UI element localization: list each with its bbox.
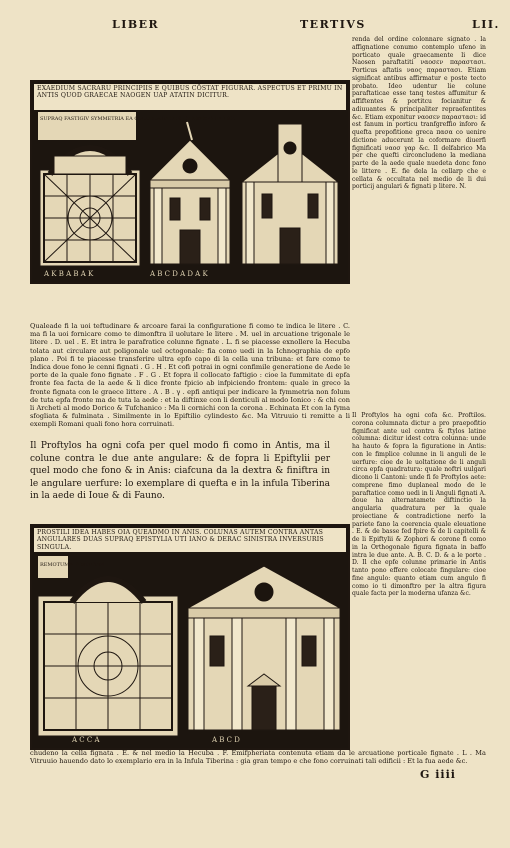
prostylos-commentary: Il Proftylos ha ogni cofa &c. Proftilos. corona columnata dictur a pro praepofitio fignificat ante uel contra & ftylos latine columna: dicitur idest cotra colunna: unde ha hauto & fopra la figuratione in Antis: con le fimplice colunne in li anguli de le uerfure: cioe de le uoltatione de li anguli circa epfa quadratura: quale noftri uulgari dicono li Cantoni: unde fi fe Proftylos aete: comprene fimo duplaneal modo de le paraftatice como uedi in li Anguli fignati A. doue ha alternatamete diftinctio la angularia quadratura per la quale proiectiane & contradictione nerfo la pariete fano la coerencia quale eleuatione . E. & de basse fed fpire & de li capitelli & de li Epiftylii & Zophori & corone fi como in la Orthogonale figura fignata in baffo intra le due ante. A. B. C. D. & a le porte . D. Il che epfe colunne primarie in Antis tanto pono effere colocate fingulare: cioe fine angulo: quanto etiam cum angulo fi como io ti dimonftro per la altra figura quale facta per la moderna ufanza &c. [352,412,486,598]
bottom-commentary: chudeno la cella fignata . E. & nel medio la Hecuba . F. Emifpheriata contenuta etiam da le arcuatione porticale fignate . L . Ma Vitruuio hauendo dato lo exemplario era in la Infula Tiberina : gia gran tempo e che fono corruinati tali edificii : Et la fua aede &c. [30,749,486,766]
figure1-note: SUPRAQ FASTIGIV SYMMETRIA EA COLLOCATU QUE CV DETRVS IN TER. [40,116,236,122]
elev-letters-1: A B C D A D A K [150,270,208,278]
ground-plan-2 [38,579,178,736]
figure2-engraving [32,526,344,744]
running-head-center: TERTIVS [300,18,366,31]
figure2-note: REMOTUMA POSTICUM [40,562,104,568]
elev-letters-2: A B C D [212,736,240,744]
ground-plan-1 [40,148,140,266]
figure1-caption: EXAEDIUM SACRARU PRINCIPIIS E QUIBUS CŌSTAT FIGURAR. ASPECTUS ET PRIMU IN ANTIS QUOD GRAECAE NAOGEN UAP ATATIN DICITUR. [34,84,346,110]
middle-commentary: Qualeade fi la uoi teftudinare & arcoare farai la configuratione fi como te indica le litere . C. ma fi la uoi fornicare como te dimonftra il uolutare le litere . M. uel in arcuatione trigonale le litere . D. uel . E. Et intra le parafratice colunne fignate . L. fi se piacesse exnollere la Hecuba tolata aut circulare aut poligonale uel octogonale: fia como uedi in la Ichnographia de epfo plano . Poi fi te piacesse transferire ultra epfo capo di la cella una tribuna: et fare como te Indica doue fono le cenni fignati . G . H . Et cofi potrai in ogni confimile generatione de Aede le porte de la quale fono fignate . F . G . Et fopra il collocato faftigio : cioe la fummitate di epfa fronte fea facta de la aede & li dice fronte fpicio ab infpiciendo frontem: quale in greco la fronte fignata con le graece littere . A . B . γ . epfi antiqui per indicare la fymmetria non folum de tuta epfa fronte ma de tuta la aede : et la diftinxe con li denticuli al modo Ionico : & chi con li Archeti al modo Dorico & Tufchanico : Ma li cornichi con la corona . Echinata Et con la fyma sfogliata & fulminata . Similmente in lo Epiftilio cylindesto &c. Ma Vitruuio ti remitte a li exempli Romani quali fono hora corruinati. [30,322,350,429]
right-column-text: renda del ordine colonnare signato . la affignatione conumo contemplo ufeno in porticato quale graecamente li dice Naosen paraftatiti ναοσεν παραστασι. Porticus aftatis ναος παραστασι. Etiam significat antibus affirmatur e poste tecto probato. Ideo udentur lie colune paraftaticae esse tanq testes affumitur & affiftentes & portitcu focianitur & adiuuantes & principaliter repraefentites &c. Etiam exponitur ναοσεν παραστασι: id est fanum in porticu tranfgreffio inforo & quefta prepofitione greca πασα co uenire dictione aducerunt la coformare diuerfi fignificati ναοσ γαρ &c. Il delfabrico Ma per che quefti circoncludeno la mediana parte de la aede quale nuedeta donc fono le littere . E. fie dela la cellarp che e cellata & occultata nel medio de li dui porticij angulari & fignati p litere. N. [352,36,486,191]
plan-letters-1: A K B A B A K [44,270,94,278]
running-head-left: LIBER [112,18,160,31]
figure2-caption: PROSTILI IDEA HABES OIA QUEADMO IN ANIS. COLUNAS AUTEM CONTRA ANTAS ANGULARES DUAS SUPRAQ EPISTYLIA UTI IANO & DERAC SINISTRA INVERSURIS SINGULA. [34,528,346,552]
signature-mark: G iiii [420,768,456,781]
folio-number: LII. [472,18,500,31]
woodcut-in-antis [30,80,350,284]
figure1-engraving [32,82,344,278]
plan-letters-2: A C C A [72,736,100,744]
prostylos-paragraph: Il Proftylos ha ogni cofa per quel modo fi como in Antis, ma il colune contra le due ante angulare: & de fopra li Epiftylii per quel modo che fono & in Anis: ciafcuna da la dextra & finiftra in le angulare uerfure: lo exemplare di quefta e in la infula Tiberina in la aede di Ioue & di Fauno. [30,441,330,502]
woodcut-prostylos [30,524,350,750]
